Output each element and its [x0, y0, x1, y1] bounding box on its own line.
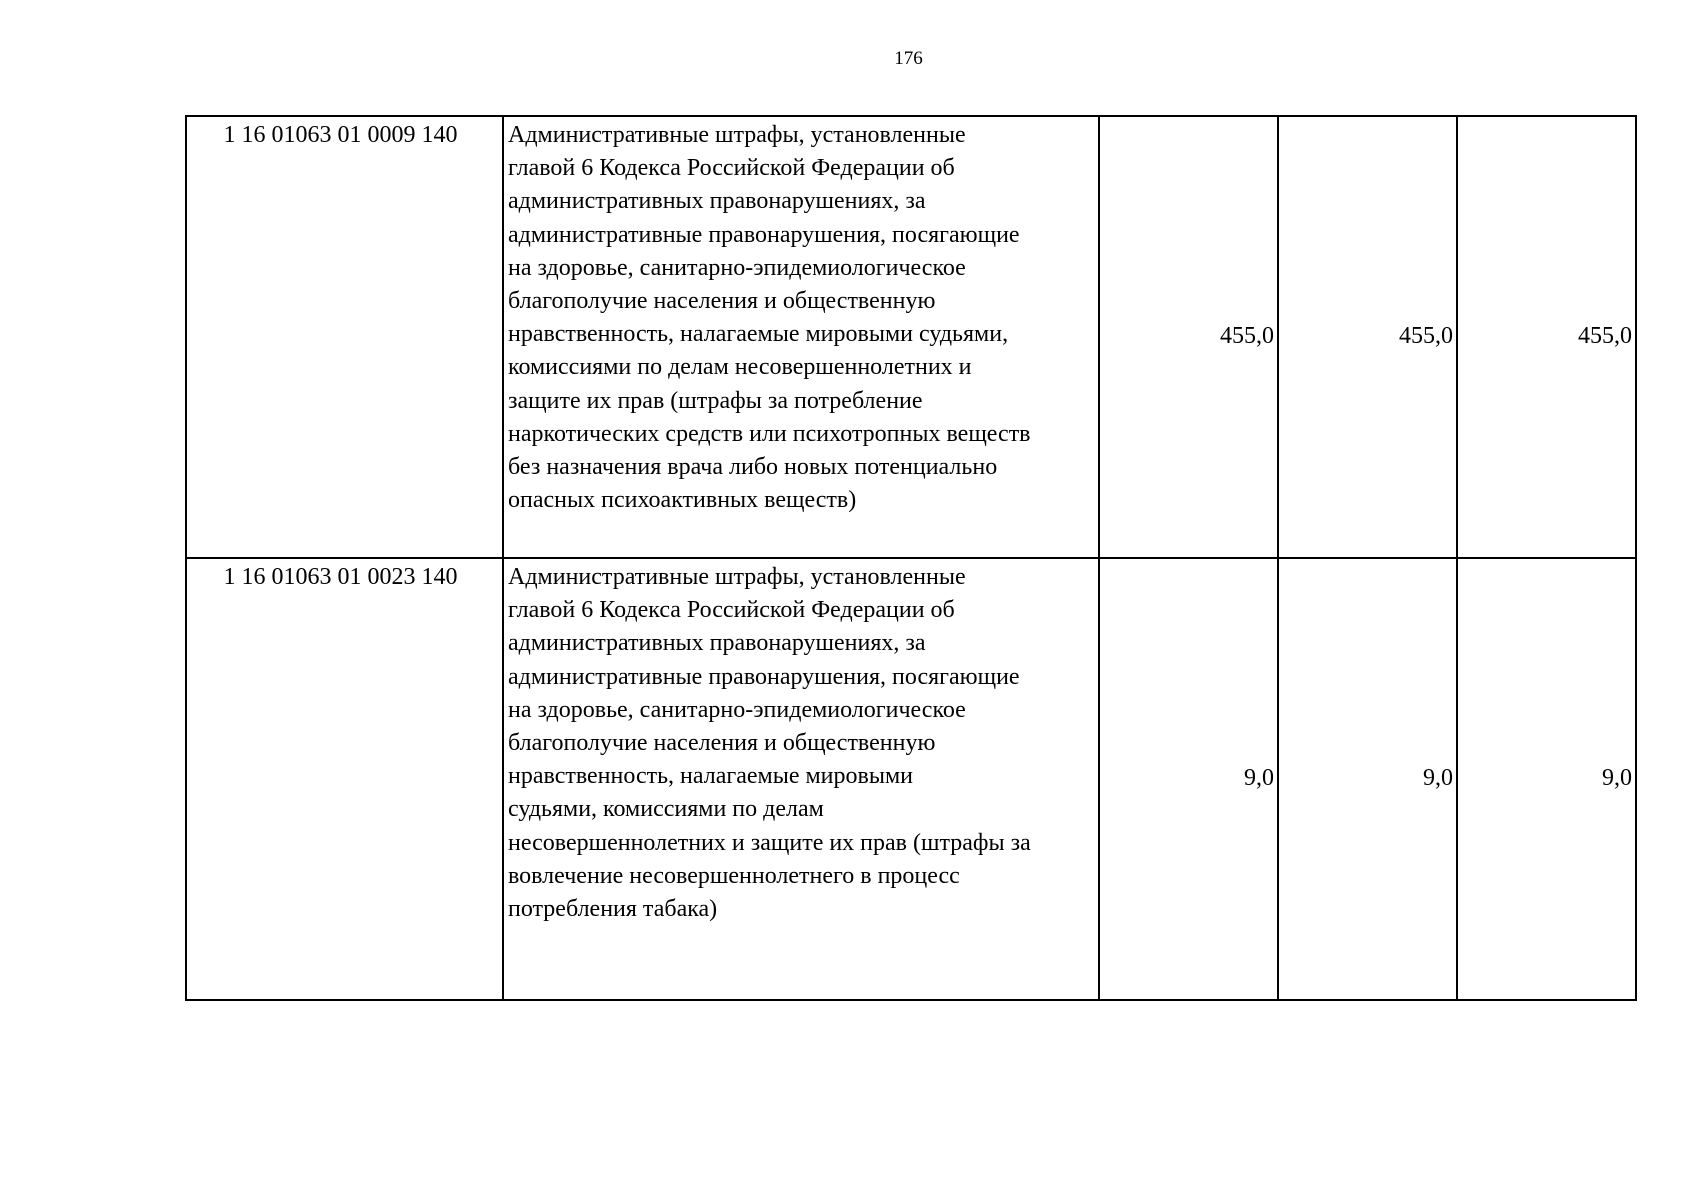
description-line: вовлечение несовершеннолетнего в процесс: [508, 862, 960, 889]
description-line: Административные штрафы, установленные: [508, 122, 966, 148]
value-cell-2: 9,0: [1278, 558, 1457, 1000]
description-cell: [503, 116, 1099, 558]
description-cell: [503, 558, 1099, 1000]
page-number: 176: [894, 48, 923, 69]
description-line: административных правонарушениях, за: [508, 630, 926, 657]
description-line: административные правонарушения, посягающие: [508, 221, 1020, 248]
value-cell-1: 9,0: [1099, 558, 1278, 1000]
description-line: потребления табака): [508, 896, 718, 923]
table-row: [186, 558, 1636, 1000]
description-line: защите их прав (штрафы за потребление: [508, 387, 923, 414]
description-line: благополучие населения и общественную: [508, 288, 936, 315]
description-line: главой 6 Кодекса Российской Федерации об: [508, 597, 955, 624]
description-line: на здоровье, санитарно-эпидемиологическое: [508, 254, 966, 281]
description-line: благополучие населения и общественную: [508, 730, 936, 757]
description-line: на здоровье, санитарно-эпидемиологическое: [508, 696, 966, 723]
description-line: административные правонарушения, посягающие: [508, 663, 1020, 690]
description-line: судьями, комиссиями по делам: [508, 796, 824, 823]
description-line: административных правонарушениях, за: [508, 188, 926, 215]
revenue-code-cell: 1 16 01063 01 0023 140: [186, 558, 503, 1000]
description-line: главой 6 Кодекса Российской Федерации об: [508, 155, 955, 182]
description-line: несовершеннолетних и защите их прав (штрафы за: [508, 829, 1031, 856]
description-line: без назначения врача либо новых потенциально: [508, 454, 998, 481]
revenue-code-cell: 1 16 01063 01 0009 140: [186, 116, 503, 558]
description-line: опасных психоактивных веществ): [508, 487, 857, 514]
value-cell-2: 455,0: [1278, 116, 1457, 558]
description-line: Административные штрафы, установленные: [508, 564, 966, 590]
description-line: наркотических средств или психотропных веществ: [508, 420, 1031, 447]
value-cell-1: 455,0: [1099, 116, 1278, 558]
table-row: [186, 116, 1636, 558]
budget-table: [185, 115, 1637, 1001]
value-cell-3: 455,0: [1457, 116, 1636, 558]
description-line: комиссиями по делам несовершеннолетних и: [508, 354, 972, 381]
value-cell-3: 9,0: [1457, 558, 1636, 1000]
description-line: нравственность, налагаемые мировыми судьями,: [508, 321, 1009, 348]
description-line: нравственность, налагаемые мировыми: [508, 763, 914, 790]
